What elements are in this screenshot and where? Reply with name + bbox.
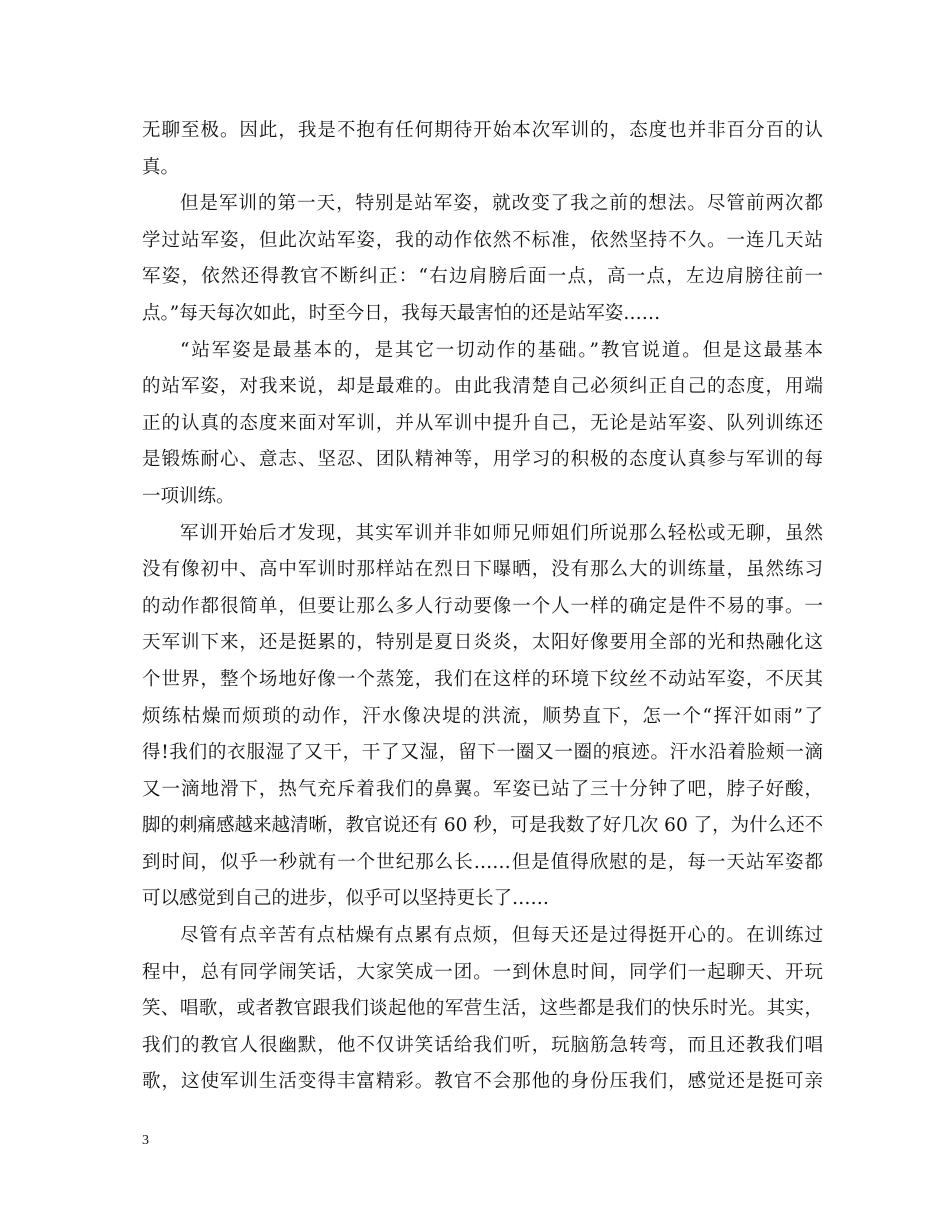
text-line: 又一滴地滑下，热气充斥着我们的鼻翼。军姿已站了三十分钟了吧，脖子好酸， <box>142 778 823 800</box>
text-line: 没有像初中、高中军训时那样站在烈日下曝晒，没有那么大的训练量，虽然练习 <box>142 559 823 581</box>
text-line: 可以感觉到自己的进步，似乎可以坚持更长了…… <box>142 888 550 910</box>
text-line: 笑、唱歌，或者教官跟我们谈起他的军营生活，这些都是我们的快乐时光。其实， <box>142 998 823 1020</box>
text-line: 烦练枯燥而烦琐的动作，汗水像决堤的洪流，顺势直下，怎一个“挥汗如雨”了 <box>142 705 823 727</box>
text-line: 军训开始后才发现，其实军训并非如师兄师姐们所说那么轻松或无聊，虽然 <box>180 522 823 544</box>
text-line: 尽管有点辛苦有点枯燥有点累有点烦，但每天还是过得挺开心的。在训练过 <box>180 925 823 947</box>
text-line: 到时间，似乎一秒就有一个世纪那么长……但是值得欣慰的是，每一天站军姿都 <box>142 851 823 873</box>
text-line: 学过站军姿，但此次站军姿，我的动作依然不标准，依然坚持不久。一连几天站 <box>142 229 823 251</box>
text-line: 天军训下来，还是挺累的，特别是夏日炎炎，太阳好像要用全部的光和热融化这 <box>142 632 823 654</box>
text-line: 真。 <box>142 156 180 178</box>
text-line: 正的认真的态度来面对军训，并从军训中提升自己，无论是站军姿、队列训练还 <box>142 412 823 434</box>
body-text <box>142 113 823 1101</box>
text-line: 程中，总有同学闹笑话，大家笑成一团。一到休息时间，同学们一起聊天、开玩 <box>142 961 823 983</box>
text-line: 我们的教官人很幽默，他不仅讲笑话给我们听，玩脑筋急转弯，而且还教我们唱 <box>142 1034 823 1056</box>
text-line: 个世界，整个场地好像一个蒸笼，我们在这样的环境下纹丝不动站军姿，不厌其 <box>142 668 823 690</box>
text-line: 脚的刺痛感越来越清晰，教官说还有 60 秒，可是我数了好几次 60 了，为什么还不 <box>142 815 823 837</box>
page-number: 3 <box>142 1133 149 1148</box>
text-line: “站军姿是最基本的，是其它一切动作的基础。”教官说道。但是这最基本 <box>180 339 823 361</box>
text-line: 的站军姿，对我来说，却是最难的。由此我清楚自己必须纠正自己的态度，用端 <box>142 376 823 398</box>
text-line: 军姿，依然还得教官不断纠正：“右边肩膀后面一点，高一点，左边肩膀往前一 <box>142 266 823 288</box>
text-line: 得!我们的衣服湿了又干，干了又湿，留下一圈又一圈的痕迹。汗水沿着脸颊一滴 <box>142 742 823 764</box>
text-line: 歌，这使军训生活变得丰富精彩。教官不会那他的身份压我们，感觉还是挺可亲 <box>142 1071 823 1093</box>
text-line: 一项训练。 <box>142 485 235 507</box>
text-line: 无聊至极。因此，我是不抱有任何期待开始本次军训的，态度也并非百分百的认 <box>142 120 823 141</box>
text-line: 点。”每天每次如此，时至今日，我每天最害怕的还是站军姿…… <box>142 302 661 324</box>
text-line: 是锻炼耐心、意志、坚忍、团队精神等，用学习的积极的态度认真参与军训的每 <box>142 449 823 471</box>
text-line: 的动作都很简单，但要让那么多人行动要像一个人一样的确定是件不易的事。一 <box>142 595 823 617</box>
text-line: 但是军训的第一天，特别是站军姿，就改变了我之前的想法。尽管前两次都 <box>180 193 823 215</box>
